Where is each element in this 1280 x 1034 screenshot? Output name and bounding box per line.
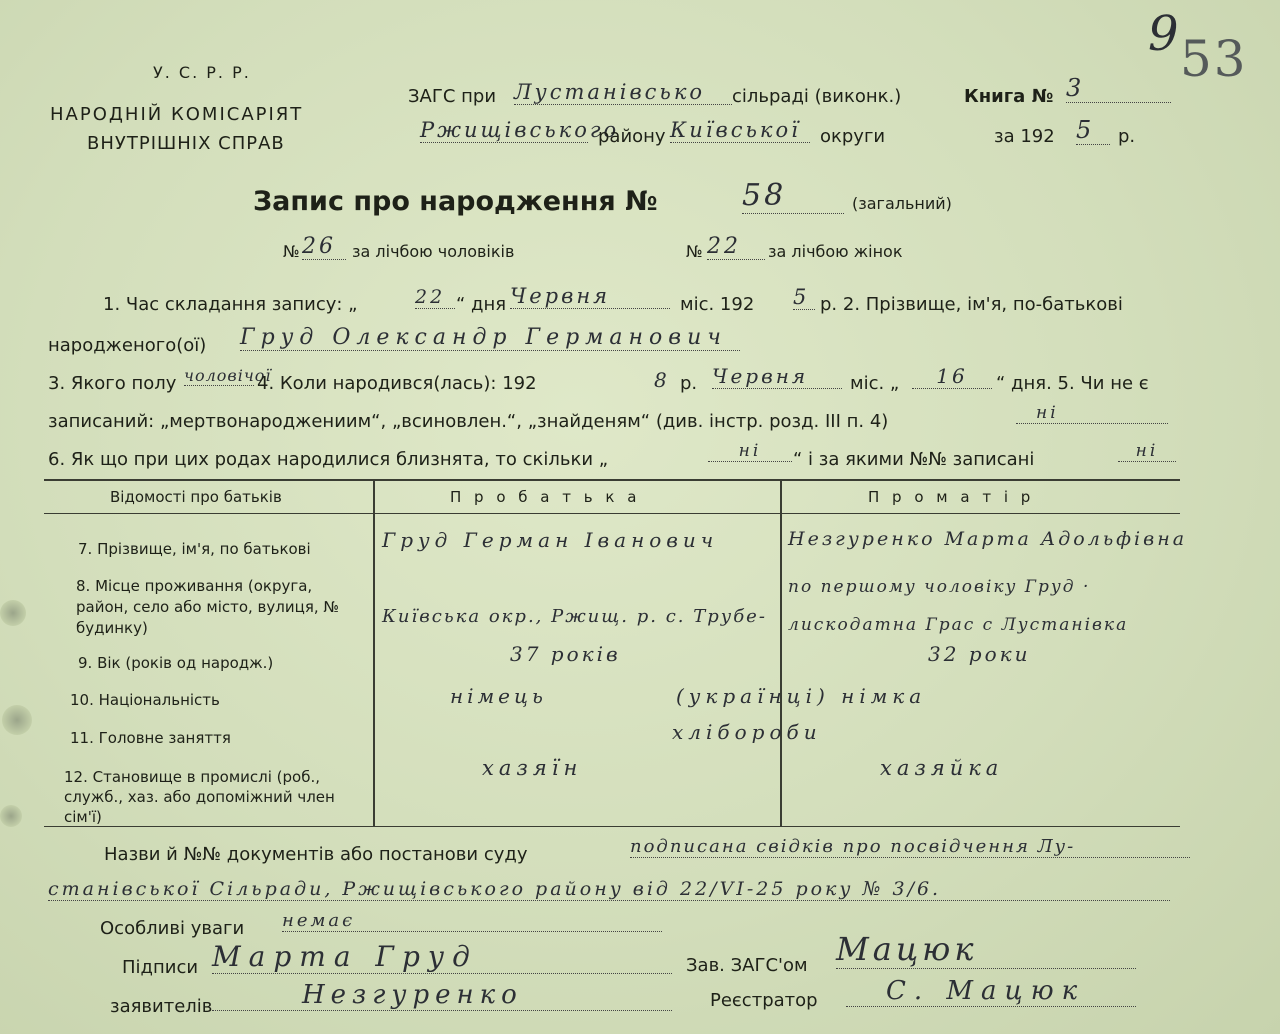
district-label: району xyxy=(598,126,666,147)
head-of-zags-signature: Мацюк xyxy=(836,930,1136,969)
father-nationality-value: німець xyxy=(450,684,547,708)
q1-text: 1. Час складання запису: „ xyxy=(103,294,358,315)
republic-label: У. С. Р. Р. xyxy=(153,63,251,82)
table-row-label: 12. Становище в промислі (роб., служб., хаз. або допоміжний член сім'ї) xyxy=(64,768,335,826)
q6-mid: “ і за якими №№ записані xyxy=(793,449,1035,470)
table-divider-2 xyxy=(780,479,782,827)
council-suffix: сільраді (виконк.) xyxy=(732,86,902,107)
table-header-info: Відомості про батьків xyxy=(110,488,282,506)
table-header-mother: П р о м а т і р xyxy=(868,488,1035,506)
punch-hole-top xyxy=(0,600,26,626)
archive-page-number: 53 xyxy=(1180,30,1248,88)
applicants-label: заявителів xyxy=(110,996,213,1017)
q4-day-label: “ дня. 5. Чи не є xyxy=(996,373,1149,394)
archive-sheet-number: 9 xyxy=(1148,6,1179,62)
mother-name-value: Незгуренко Марта Адольфівна xyxy=(788,528,1188,550)
q5-value: ні xyxy=(1016,403,1168,424)
q6-value2: ні xyxy=(1118,441,1176,462)
q1-month-label: міс. 192 xyxy=(680,294,755,315)
father-status-value: хазяїн xyxy=(482,756,583,780)
documents-value-line2: станівської Сільради, Ржищівського району від 22/VI-25 року № 3/6. xyxy=(48,878,1170,901)
q4-day-value: 16 xyxy=(912,364,992,389)
male-number-prefix: № xyxy=(283,242,300,261)
book-label: Книга № xyxy=(964,86,1054,107)
q1-day-value: 22 xyxy=(415,286,455,309)
q1-month-value: Червня xyxy=(510,284,670,309)
record-title: Запис про народження № xyxy=(253,186,658,217)
female-count-label: за лічбою жінок xyxy=(768,242,903,261)
q6-text: 6. Як що при цих родах народилися близнята, то скільки „ xyxy=(48,449,609,470)
registrar-label: Реєстратор xyxy=(710,990,818,1011)
punch-hole-bottom xyxy=(0,805,22,827)
male-count-value: 26 xyxy=(302,234,346,260)
mother-age-value: 32 роки xyxy=(928,642,1031,666)
female-count-value: 22 xyxy=(707,234,765,260)
district-value: Ржищівського xyxy=(420,118,620,142)
okruha-value: Київської xyxy=(670,118,810,143)
q4-year-value: 8 xyxy=(654,368,670,392)
applicant-signature-1: Марта Груд xyxy=(212,940,672,974)
table-header-father: П р о б а т ь к а xyxy=(450,488,641,506)
record-number-value: 58 xyxy=(742,178,844,214)
q6-value: ні xyxy=(708,441,792,462)
mother-status-value: хазяйка xyxy=(880,756,1004,780)
general-label: (загальний) xyxy=(852,194,952,213)
q1-year-value: 5 xyxy=(793,285,815,310)
notes-value: немає xyxy=(282,910,662,932)
village-council-value: Лустанівсько xyxy=(514,80,732,105)
commissariat-line2: ВНУТРІШНІХ СПРАВ xyxy=(87,133,285,154)
head-of-zags-label: Зав. ЗАГС'ом xyxy=(686,955,808,976)
registrar-signature: С. Мацюк xyxy=(846,976,1136,1007)
table-top-rule xyxy=(44,479,1180,481)
year-prefix: за 192 xyxy=(994,126,1055,147)
mother-occupation-value: хлібороби xyxy=(672,720,822,744)
zags-prefix: ЗАГС при xyxy=(408,86,497,107)
q3-label: 3. Якого полу xyxy=(48,373,177,394)
commissariat-line1: НАРОДНІЙ КОМІСАРІЯТ xyxy=(50,104,304,125)
father-age-value: 37 років xyxy=(510,642,621,666)
table-row-label: 10. Національність xyxy=(70,691,220,709)
table-row-label: 9. Вік (років од народж.) xyxy=(78,654,274,672)
q5-text: записаний: „мертвонароджениим“, „всиновлен.“, „знайденям“ (див. інстр. розд. III п. 4) xyxy=(48,411,889,432)
mother-residence-value: по першому чоловіку Груд · лискодатна Грас с Лустанівка xyxy=(788,577,1129,635)
punch-hole-middle xyxy=(2,705,32,735)
table-divider-1 xyxy=(373,479,375,827)
table-row-label: 8. Місце проживання (округа, район, село або місто, вулиця, № будинку) xyxy=(76,577,339,637)
applicant-signature-2: Незгуренко xyxy=(212,980,672,1011)
q1-day-label: “ дня xyxy=(456,294,507,315)
documents-label: Назви й №№ документів або постанови суду xyxy=(104,844,528,865)
mother-nationality-value: (українці) німка xyxy=(676,684,927,708)
q2-value: Груд Олександр Германович xyxy=(240,325,740,351)
q2-label: народженого(ої) xyxy=(48,335,207,356)
female-number-prefix: № xyxy=(686,242,703,261)
okruha-label: округи xyxy=(820,126,886,147)
documents-value-line1: подписана свідків про посвідчення Лу- xyxy=(630,836,1190,858)
table-row-label: 11. Головне заняття xyxy=(70,729,231,747)
q2-text: р. 2. Прізвище, ім'я, по-батькові xyxy=(820,294,1123,315)
q4-r-label: р. xyxy=(680,373,698,394)
male-count-label: за лічбою чоловіків xyxy=(352,242,515,261)
q4-mis-label: міс. „ xyxy=(850,373,900,394)
year-digit-value: 5 xyxy=(1076,116,1110,145)
book-number-value: 3 xyxy=(1066,74,1171,103)
q3-value: чоловічої xyxy=(184,366,272,385)
notes-label: Особливі уваги xyxy=(100,918,245,939)
year-suffix: р. xyxy=(1118,126,1136,147)
table-row-label: 7. Прізвище, ім'я, по батькові xyxy=(78,540,311,558)
table-header-rule xyxy=(44,513,1180,514)
father-residence-value: Київська окр., Ржищ. р. с. Трубе- xyxy=(382,606,767,627)
signatures-label: Підписи xyxy=(122,957,199,978)
q4-month-value: Червня xyxy=(712,364,842,389)
q4-label: 4. Коли народився(лась): 192 xyxy=(257,373,537,394)
father-name-value: Груд Герман Іванович xyxy=(382,528,719,552)
